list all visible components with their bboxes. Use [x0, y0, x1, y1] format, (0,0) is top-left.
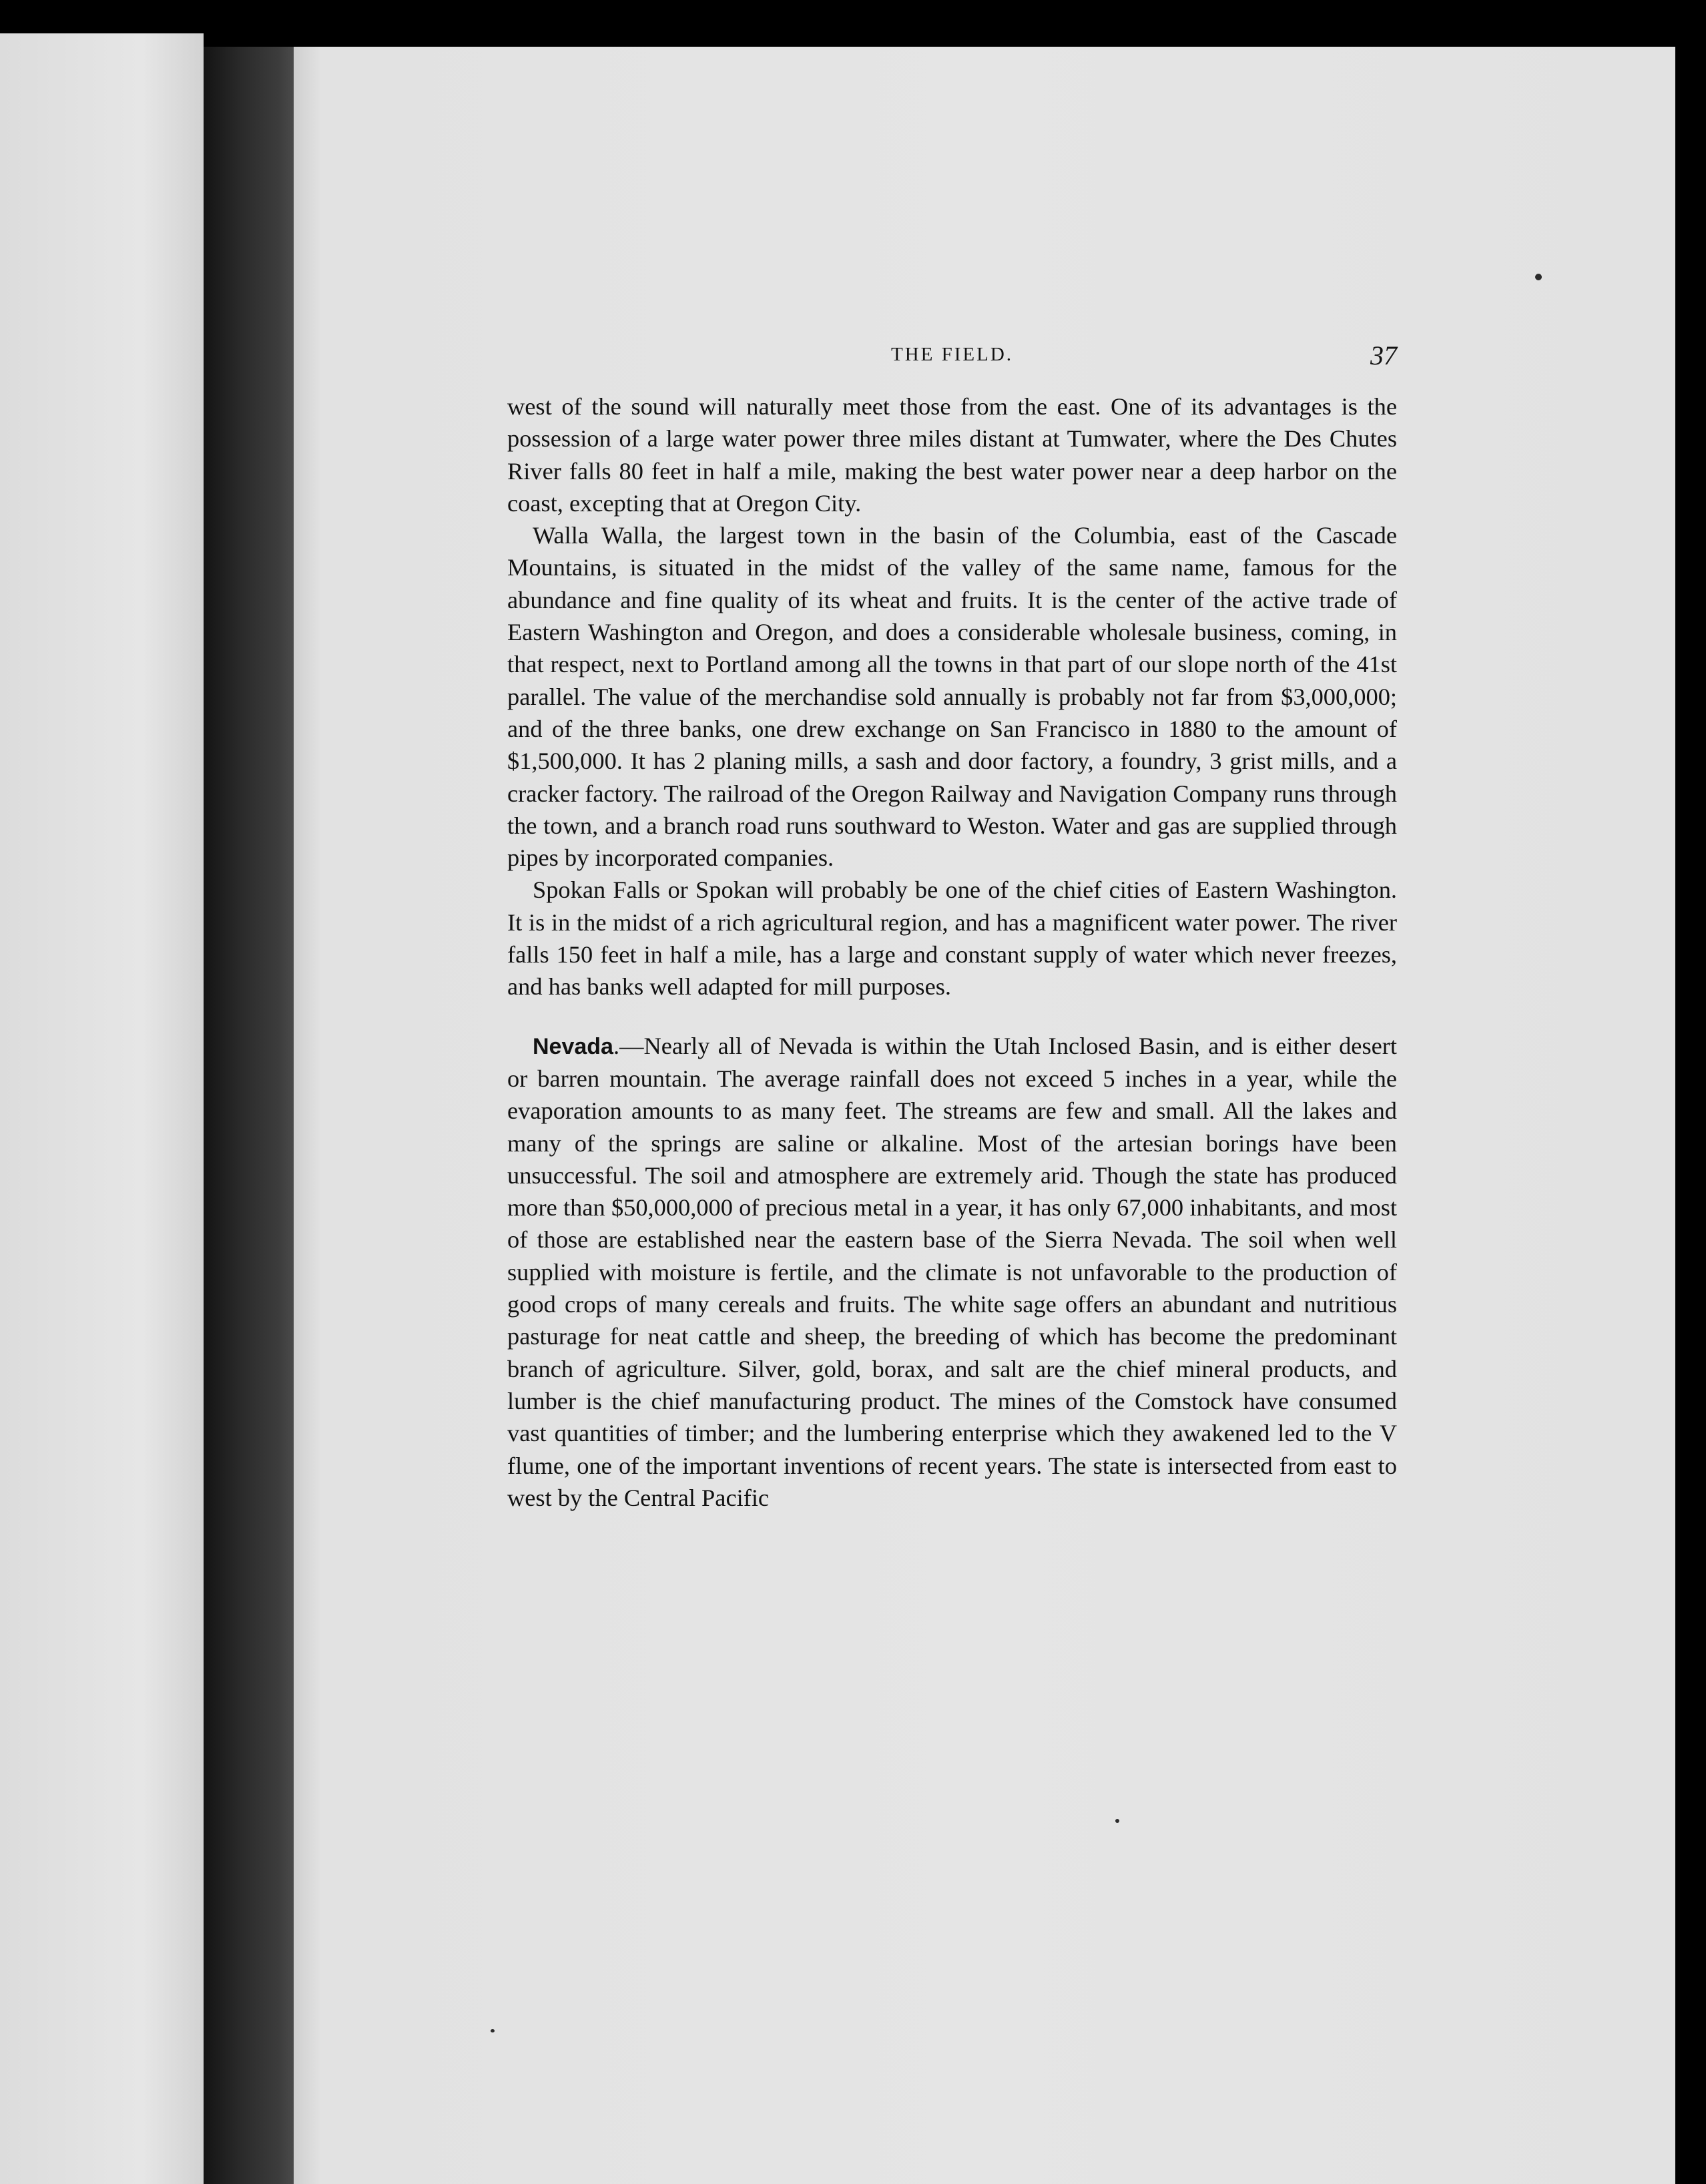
nevada-body-text: .—Nearly all of Nevada is within the Utah Inclosed Basin, and is either desert or barren mountain. The average rainfall does not exceed 5 inches in a year, while the evaporation amounts to as many feet. The streams are few and small. All the lakes and many of the springs are saline or alkaline. Most of the artesian borings have been unsuccessful. The soil and atmosphere are extremely arid. Though the state has produced more than $50,000,000 of precious metal in a year, it has only 67,000 inhabitants, and most of those are established near the eastern base of the Sierra Nevada. The soil when well supplied with moisture is fertile, and the climate is not unfavorable to the production of good crops of many cereals and fruits. The white sage offers an abundant and nutritious pasturage for neat cattle and sheep, the breeding of which has become the predominant branch of agriculture. Silver, gold, borax, and salt are the chief mineral products, and lumber is the chief manufacturing product. The mines of the Comstock have consumed vast quantities of timber; and the lumbering enterprise which they awakened led to the V flume, one of the important inventions of recent years. The state is intersected from east to west by the Central Pacific	[507, 1032, 1397, 1511]
running-head	[507, 340, 1397, 390]
page-number: 37	[1370, 340, 1397, 370]
left-page-edge	[0, 33, 204, 2184]
running-title: THE FIELD.	[890, 344, 1014, 365]
page-text-block	[507, 340, 1397, 1514]
ink-speck	[1115, 1819, 1119, 1823]
paragraph-nevada	[507, 1030, 1397, 1514]
paragraph-continued: west of the sound will naturally meet those from the east. One of its advantages is the possession of a large water power three miles distant at Tumwater, where the Des Chutes River falls 80 feet in half a mile, making the best water power near a deep harbor on the coast, excepting that at Oregon City.	[507, 393, 1397, 517]
ink-speck	[1535, 274, 1542, 280]
paragraph-walla-walla: Walla Walla, the largest town in the basin of the Columbia, east of the Cascade Mountains, is situated in the midst of the valley of the same name, famous for the abundance and fine quality of its wheat and fruits. It is the center of the active trade of Eastern Washington and Oregon, and does a considerable wholesale business, coming, in that respect, next to Portland among all the towns in that part of our slope north of the 41st parallel. The value of the merchandise sold annually is probably not far from $3,000,000; and of the three banks, one drew exchange on San Francisco in 1880 to the amount of $1,500,000. It has 2 planing mills, a sash and door factory, a foundry, 3 grist mills, and a cracker factory. The railroad of the Oregon Railway and Navigation Company runs through the town, and a branch road runs southward to Weston. Water and gas are supplied through pipes by incorporated companies.	[507, 522, 1397, 872]
section-heading-nevada: Nevada	[533, 1033, 613, 1059]
paragraph-spokan: Spokan Falls or Spokan will probably be one of the chief cities of Eastern Washington. It is in the midst of a rich agricultural region, and has a magnificent water power. The river falls 150 feet in half a mile, has a large and constant supply of water which never freezes, and has banks well adapted for mill purposes.	[507, 876, 1397, 1001]
ink-speck	[491, 2029, 495, 2032]
